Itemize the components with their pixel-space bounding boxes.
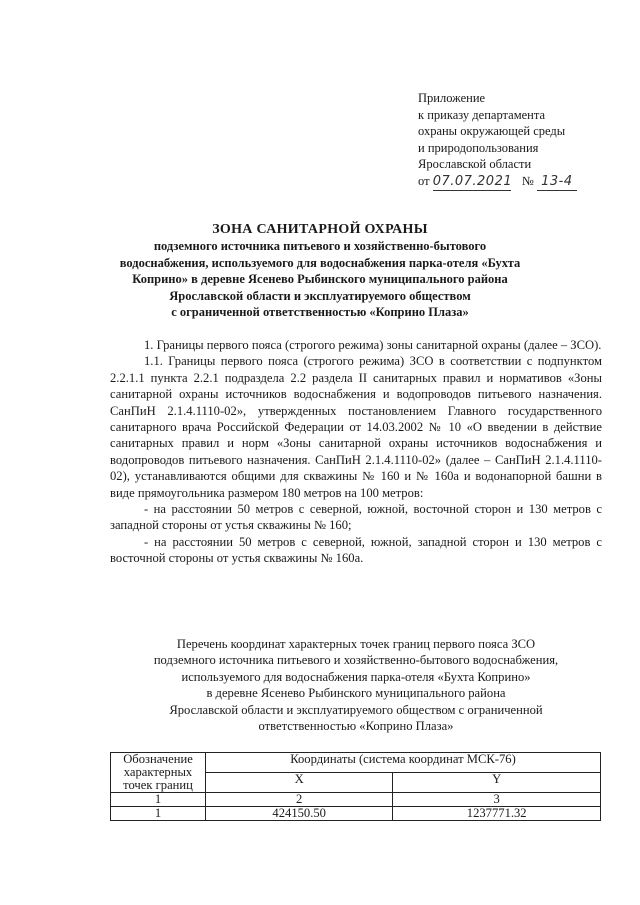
list-title-line: Перечень координат характерных точек границ первого пояса ЗСО	[176, 637, 536, 651]
coordinates-table	[110, 752, 601, 821]
header-point-designation: Обозначение характерных точек границ	[111, 753, 206, 793]
paragraph-distance-160a: - на расстоянии 50 метров с северной, южной, западной сторон и 130 метров с восточной стороны от устья скважины № 160а.	[110, 534, 602, 566]
appendix-line: и природопользования	[418, 140, 539, 155]
coordinates-list-title	[110, 636, 602, 734]
paragraph-1: 1. Границы первого пояса (строгого режима) зоны санитарной охраны (далее – ЗСО).	[144, 338, 602, 352]
appendix-line: к приказу департамента	[418, 107, 546, 122]
x-coordinate-cell: 424150.50	[206, 807, 393, 821]
index-cell: 2	[206, 793, 393, 807]
paragraph-distance-160: - на расстоянии 50 метров с северной, южной, восточной сторон и 130 метров с западной стороны от устья скважины № 160;	[110, 502, 602, 533]
appendix-block	[418, 90, 618, 191]
table-header-row	[111, 753, 601, 773]
list-title-line: ответственностью «Коприно Плаза»	[258, 719, 454, 734]
index-cell: 1	[111, 793, 206, 807]
index-cell: 3	[393, 793, 601, 807]
subtitle-line: подземного источника питьевого и хозяйственно-бытового	[153, 239, 487, 253]
list-title-line: в деревне Ясенево Рыбинского муниципального района	[206, 686, 506, 701]
date-prefix: от	[418, 173, 430, 188]
appendix-line: охраны окружающей среды	[418, 124, 566, 138]
table-index-row	[111, 793, 601, 807]
paragraph-1-1: 1.1. Границы первого пояса (строгого режима) ЗСО в соответствии с подпунктом 2.2.1.1 пункта 2.2.1 подраздела 2.2 раздела II санитарных правил и нормативов «Зоны санитарной охраны источников водоснабжения и водопроводов питьевого назначения. СанПиН 2.1.4.1110-02», утвержденных постановлением Главного государственного санитарного врача Российской Федерации от 14.03.2002 № 10 «О введении в действие санитарных правил и норм «Зоны санитарной охраны источников водоснабжения и водопроводов питьевого назначения. СанПиН 2.1.4.1110-02» (далее – СанПиН 2.1.4.1110-02), устанавливаются общими для скважины № 160 и № 160а и водонапорной башни в виде прямоугольника размером 180 метров на 100 метров:	[110, 354, 602, 500]
list-title-line: Ярославской области и эксплуатируемого обществом с ограниченной	[169, 702, 543, 717]
list-title-line: используемого для водоснабжения парка-отеля «Бухта Коприно»	[181, 669, 531, 684]
document-subtitle	[100, 238, 540, 321]
appendix-line: Ярославской области	[418, 157, 532, 171]
number-sign: №	[521, 173, 534, 188]
header-coordinates: Координаты (система координат МСК-76)	[206, 753, 601, 773]
subtitle-line: водоснабжения, используемого для водоснабжения парка-отеля «Бухта	[119, 255, 521, 270]
body-text	[110, 337, 602, 567]
y-coordinate-cell: 1237771.32	[393, 807, 601, 821]
document-title: ЗОНА САНИТАРНОЙ ОХРАНЫ	[212, 222, 428, 237]
order-date-line	[418, 173, 618, 192]
table-row	[111, 807, 601, 821]
subtitle-line: с ограниченной ответственностью «Коприно Плаза»	[171, 305, 469, 319]
appendix-line: Приложение	[418, 91, 486, 105]
order-date: 07.07.2021	[433, 174, 511, 192]
list-title-line: подземного источника питьевого и хозяйственно-бытового водоснабжения,	[153, 653, 559, 668]
header-y: Y	[393, 773, 601, 793]
subtitle-line: Ярославской области и эксплуатируемого обществом	[169, 288, 471, 303]
subtitle-line: Коприно» в деревне Ясенево Рыбинского муниципального района	[132, 272, 508, 286]
point-id-cell: 1	[111, 807, 206, 821]
header-x: X	[206, 773, 393, 793]
order-number: 13-4	[537, 174, 577, 192]
